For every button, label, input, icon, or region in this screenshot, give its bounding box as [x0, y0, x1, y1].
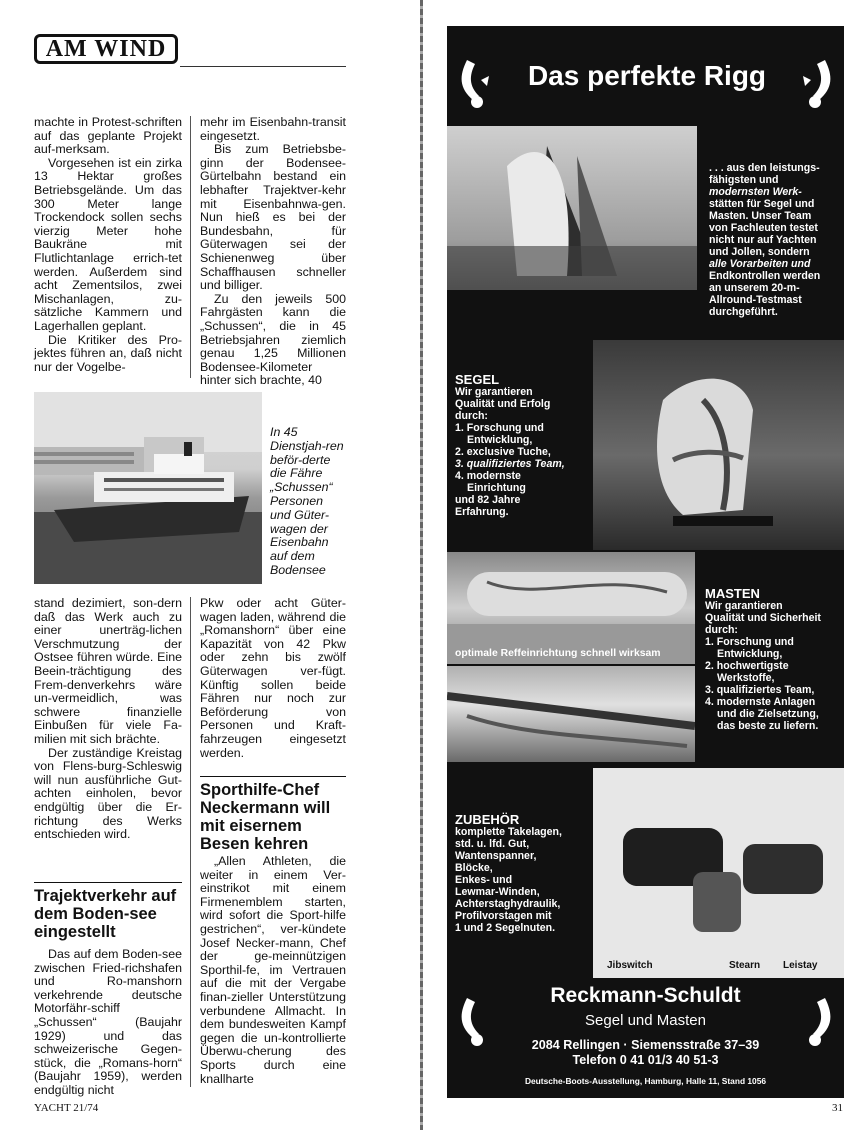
shackle-icon — [799, 56, 835, 112]
ferry-photo — [34, 392, 262, 584]
ad-intro-line: stätten für Segel und — [709, 198, 815, 210]
ad-intro-line: fähigsten und — [709, 174, 779, 186]
ad-masten — [705, 588, 843, 732]
ad-segel-line: 4. modernste — [455, 470, 521, 482]
page-gutter — [420, 0, 423, 1130]
paragraph: Die Kritiker des Pro-jektes führen an, daß nicht nur der Vogelbe- — [34, 332, 182, 374]
paragraph: stand dezimiert, son-dern daß das Werk auch zu einer unerträg-lichen Verschmutzung der Ostsee führen würde. Eine Beein-trächtigung des Frem-denverkehrs wäre un-vermeidlich, was schwere finanzielle Einbußen für viele Fa-milien mit sich brächte. — [34, 596, 182, 746]
ad-zubehoer-line: komplette Takelagen, — [455, 826, 562, 838]
ad-masten-line: Entwicklung, — [717, 648, 783, 660]
ferry-image — [34, 392, 262, 584]
fittings-image — [593, 768, 844, 978]
ad-masten-heading: MASTEN — [705, 586, 760, 601]
sailboat-image — [447, 126, 697, 290]
brand-subtitle: Segel und Masten — [585, 1012, 706, 1029]
section-label: AM WIND — [45, 35, 167, 62]
ad-title: Das perfekte Rigg — [527, 60, 767, 91]
section-badge — [34, 34, 178, 64]
ad-zubehoer-line: Profilvorstagen mit — [455, 910, 552, 922]
ad-masten-line: Werkstoffe, — [717, 672, 775, 684]
article-col2-top — [200, 116, 346, 388]
ad-segel-line: durch: — [455, 410, 488, 422]
ad-intro-line: nicht nur auf Yachten — [709, 234, 817, 246]
ad-masten-line: und die Zielsetzung, — [717, 708, 819, 720]
paragraph: mehr im Eisenbahn-transit eingesetzt. — [200, 115, 346, 143]
heading-trajektverkehr: Trajektverkehr auf dem Boden-see eingestellt — [34, 882, 182, 941]
ad-zubehoer — [455, 814, 593, 934]
ad-zubehoer-line: Enkes- und — [455, 874, 513, 886]
photo-caption: In 45 Dienstjah-ren beför-derte die Fähre „Schussen“ Personen und Güter-wagen der Eisenbahn auf dem Bodensee — [270, 425, 344, 577]
paragraph: „Allen Athleten, die weiter in einem Ver-einstrikot mit einem Firmenemblem starten, wird sofort die Sport-hilfe gestrichen“, ver-kündete Josef Necker-mann, Chef der ge-meinnützigen Sporthil-fe, im Vertrauen auf die mit der Vergabe finan-zieller Unterstützung verbundene Allmacht. In dem bundesweiten Kampf gegen die un-kontrollierte Überwu-cherung des Sports durch eine knallharte — [200, 854, 346, 1086]
ad-zubehoer-line: Achterstaghydraulik, — [455, 898, 561, 910]
ad-masten-line: Wir garantieren — [705, 600, 783, 612]
products-photo — [593, 768, 844, 978]
paragraph: Pkw oder acht Güter-wagen laden, während die „Romanshorn“ über eine Kapazität von 42 Pkw oder zehn bis zwölf Güterwagen ver-fügt. Künftig sollen beide Fähren nur noch zur Beförderung von Personen und Kraft-fahrzeugen eingesetzt werden. — [200, 596, 346, 760]
page-number: 31 — [832, 1102, 843, 1114]
ad-reef-caption: optimale Reffeinrichtung schnell wirksam — [455, 648, 661, 659]
article-col1-mid — [34, 597, 182, 842]
paragraph: Der zuständige Kreistag von Flens-burg-Schleswig will nun ausführliche Gut-achten einholen, bevor endgültig über die Er-richtung des Werks entschieden wird. — [34, 745, 182, 842]
ad-intro-line: von Fachleuten testet — [709, 222, 818, 234]
ad-intro-line: Allround-Testmast — [709, 294, 802, 306]
paragraph: machte in Protest-schriften auf das geplante Projekt auf-merksam. — [34, 115, 182, 157]
paragraph: Das auf dem Boden-see zwischen Fried-richshafen und Ro-manshorn verkehrende deutsche Motorfähr-schiff „Schussen“ (Baujahr 1929) und das schweizerische Gegen-stück, die „Romans-horn“ (Baujahr 1959), werden endgültig nicht — [34, 947, 182, 1097]
article-col1-bottom — [34, 948, 182, 1098]
ad-segel-line: Einrichtung — [467, 482, 526, 494]
ad-segel-line: 3. qualifiziertes Team, — [455, 458, 565, 470]
ad-intro — [709, 162, 839, 318]
shackle-icon — [457, 56, 493, 112]
ad-masten-line: 4. modernste Anlagen — [705, 696, 816, 708]
ad-zubehoer-line: Lewmar-Winden, — [455, 886, 540, 898]
ad-masten-line: Qualität und Sicherheit — [705, 612, 821, 624]
paragraph: Bis zum Betriebsbe-ginn der Bodensee-Gürtelbahn bestand ein lebhafter Trajektver-kehr mit Eisenbahnwa-gen. Nun hieß es bei der Bundesbahn, für Güterwagen sei der Schienenweg über Schaffhausen schneller und billiger. — [200, 142, 346, 293]
brand-name: Reckmann-Schuldt — [550, 984, 741, 1007]
ad-intro-line: modernsten Werk- — [709, 186, 802, 198]
ad-segel — [455, 374, 593, 518]
shackle-icon — [799, 994, 835, 1050]
spinnaker-image — [593, 340, 844, 550]
ad-segel-line: Erfahrung. — [455, 506, 509, 518]
brand-address — [487, 1038, 804, 1068]
ad-intro-line: und Jollen, sondern — [709, 246, 810, 258]
boom-photo — [447, 666, 695, 762]
column-divider — [190, 116, 191, 378]
paragraph: Vorgesehen ist ein zirka 13 Hektar großes Betriebsgelände. Um das 300 Meter lange Trockendock sollen sechs vierzig Meter hohe Baukräne mit Flutlichtanlage errich-tet werden. Außerdem sind acht Zementsilos, zwei Mischanlagen, zu-sätzliche Kammern und Lagerhallen geplant. — [34, 155, 182, 333]
product-label: Stearn — [729, 960, 761, 971]
ad-segel-line: Wir garantieren — [455, 386, 533, 398]
ad-intro-line: an unserem 20-m- — [709, 282, 800, 294]
ad-zubehoer-line: Wantenspanner, — [455, 850, 537, 862]
article-col1-top — [34, 116, 182, 374]
ad-segel-line: Entwicklung, — [467, 434, 533, 446]
column-divider — [190, 597, 191, 1087]
ad-segel-line: 2. exclusive Tuche, — [455, 446, 551, 458]
ad-intro-line: alle Vorarbeiten und — [709, 258, 811, 270]
article-col2-mid — [200, 597, 346, 760]
ad-masten-line: 3. qualifiziertes Team, — [705, 684, 815, 696]
ad-zubehoer-line: Blöcke, — [455, 862, 493, 874]
boom-detail-image — [447, 666, 695, 762]
ad-segel-line: und 82 Jahre — [455, 494, 521, 506]
article-col2-bottom — [200, 855, 346, 1086]
ad-intro-line: . . . aus den leistungs- — [709, 162, 820, 174]
ad-masten-line: 2. hochwertigste — [705, 660, 789, 672]
ad-masten-line: das beste zu liefern. — [717, 720, 819, 732]
ad-zubehoer-line: 1 und 2 Segelnuten. — [455, 922, 556, 934]
advertisement — [447, 26, 844, 1098]
phone-line: Telefon 0 41 01/3 40 51-3 — [572, 1053, 719, 1067]
expo-note: Deutsche-Boots-Ausstellung, Hamburg, Halle 11, Stand 1056 — [524, 1076, 767, 1086]
footer-issue: YACHT 21/74 — [34, 1102, 99, 1114]
ad-segel-heading: SEGEL — [455, 372, 500, 387]
ad-segel-line: Qualität und Erfolg — [455, 398, 551, 410]
spinnaker-photo — [593, 340, 844, 550]
sails-photo — [447, 126, 697, 290]
ad-masten-line: durch: — [705, 624, 738, 636]
ad-intro-line: Masten. Unser Team — [709, 210, 812, 222]
ad-zubehoer-heading: ZUBEHÖR — [455, 812, 520, 827]
ad-intro-line: Endkontrollen werden — [709, 270, 821, 282]
ad-zubehoer-line: std. u. lfd. Gut, — [455, 838, 530, 850]
ad-intro-line: durchgeführt. — [709, 306, 778, 318]
section-rule — [180, 66, 346, 67]
ad-masten-line: 1. Forschung und — [705, 636, 794, 648]
product-label: Leistay — [783, 960, 818, 971]
heading-sporthilfe: Sporthilfe-Chef Neckermann will mit eisernem Besen kehren — [200, 776, 346, 853]
paragraph: Zu den jeweils 500 Fahrgästen kann die „Schussen“, die in 45 Betriebsjahren ziemlich genau 1,25 Millionen Bodensee-Kilometer hinter sich brachte, 40 — [200, 291, 346, 388]
ad-segel-line: 1. Forschung und — [455, 422, 544, 434]
address-line: 2084 Rellingen · Siemensstraße 37–39 — [531, 1038, 760, 1052]
product-label: Jibswitch — [607, 960, 653, 971]
